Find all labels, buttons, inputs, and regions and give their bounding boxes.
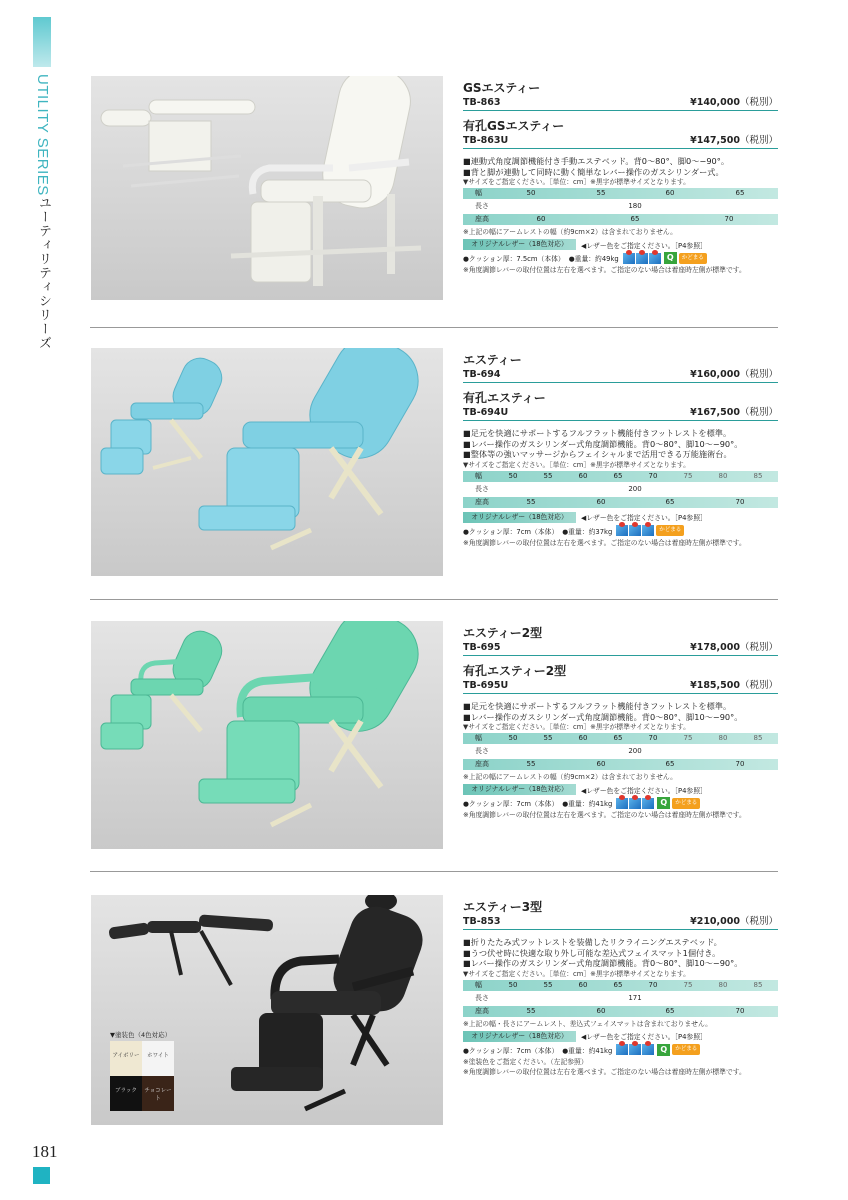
product-code-price-row (463, 915, 778, 930)
size-value: 50 (508, 980, 518, 989)
quality-icon: Q (657, 1044, 670, 1056)
product-info-esty (463, 352, 778, 548)
page-number: 181 (32, 1142, 58, 1161)
page-number-marker (33, 1167, 50, 1184)
paint-color-legend (110, 1029, 174, 1111)
section-divider (90, 599, 778, 600)
feature-line: ■折りたたみ式フットレストを装備したリクライニングエステベッド。 (463, 937, 722, 947)
feature-line: ■レバー操作のガスシリンダー式角度調節機能。背0〜80°、脚10〜−90°。 (463, 711, 743, 722)
size-value: 85 (753, 471, 763, 480)
cube-icon (629, 1044, 641, 1055)
lever-note: ※角度調節レバーの取付位置は左右を選べます。ご指定のない場合は着座時左側が標準です。 (463, 811, 746, 819)
size-value: 50 (508, 734, 518, 742)
size-row-length (463, 993, 778, 1004)
table-note: ※上記の幅・長さにアームレスト、差込式フェイスマットは含まれておりません。 (463, 1019, 712, 1028)
product-name: 有孔GSエスティー (463, 119, 565, 133)
lever-note: ※角度調節レバーの取付位置は左右を選べます。ご指定のない場合は着座時左側が標準です。 (463, 538, 746, 547)
size-value: 65 (613, 980, 623, 989)
cube-icon (616, 798, 628, 809)
size-value: 60 (665, 189, 675, 197)
size-note: ▼サイズをご指定ください。［単位：cm］※黒字が標準サイズとなります。 (463, 178, 690, 186)
size-value: 70 (735, 497, 745, 506)
delivery-cubes (616, 1044, 654, 1055)
paint-note: ※塗装色をご指定ください。（左記参照） (463, 1057, 588, 1066)
size-value: 50 (508, 471, 518, 480)
series-title-jp: ユーティリティシリーズ (36, 196, 51, 350)
size-value: 70 (648, 980, 658, 989)
weight-spec: ●重量：約41kg (562, 800, 613, 808)
leather-note: ◀レザー色をご指定ください。［P4参照］ (581, 1033, 707, 1041)
green-bed-illustration (91, 621, 443, 849)
size-table (463, 188, 778, 225)
row-label: 座高 (475, 1006, 489, 1015)
row-label: 長さ (475, 202, 489, 210)
size-table (463, 980, 778, 1017)
product-code: TB-694 (463, 369, 501, 380)
quality-icon: Q (664, 252, 677, 264)
size-value: 55 (543, 980, 553, 989)
series-title-en: UTILITY SERIES (34, 74, 51, 196)
blue-bed-illustration (91, 348, 443, 576)
size-note: ▼サイズをご指定ください。［単位：cm］※黒字が標準サイズとなります。 (463, 460, 690, 469)
cushion-spec: ●クッション厚：7cm（本体） (463, 527, 559, 536)
row-label: 座高 (475, 215, 489, 223)
size-value: 70 (724, 215, 734, 223)
size-value: 60 (536, 215, 546, 223)
row-label: 幅 (475, 734, 482, 742)
kadomaru-icon: かどまる (672, 1044, 700, 1055)
product-code-price-row (463, 96, 778, 111)
product-code-price-row (463, 641, 778, 656)
product-name: 有孔エスティー (463, 391, 546, 405)
product-code-price-row (463, 679, 778, 694)
table-note: ※上記の幅にアームレストの幅（約9cm×2）は含まれておりません。 (463, 228, 677, 236)
leather-note: ◀レザー色をご指定ください。［P4参照］ (581, 786, 707, 795)
row-label: 長さ (475, 993, 489, 1002)
size-value: 60 (578, 734, 588, 742)
product-info-esty-2 (463, 625, 778, 820)
size-value: 65 (613, 471, 623, 480)
section-divider (90, 871, 778, 872)
cube-icon (642, 525, 654, 536)
cube-icon (616, 1044, 628, 1055)
size-value: 80 (718, 980, 728, 989)
cube-icon (642, 798, 654, 809)
table-note: ※上記の幅にアームレストの幅（約9cm×2）は含まれておりません。 (463, 773, 677, 781)
feature-line: ■レバー操作のガスシリンダー式角度調節機能。背0〜80°、脚10〜−90°。 (463, 438, 743, 449)
size-row-seat-height (463, 497, 778, 508)
size-row-width (463, 980, 778, 991)
size-note: ▼サイズをご指定ください。［単位：cm］※黒字が標準サイズとなります。 (463, 723, 690, 731)
row-label: 幅 (475, 471, 482, 480)
size-value: 55 (526, 1006, 536, 1015)
leather-row (463, 239, 778, 250)
leather-note: ◀レザー色をご指定ください。［P4参照］ (581, 514, 707, 522)
product-price: ¥167,500（税別） (690, 407, 778, 418)
section-divider (90, 327, 778, 328)
size-row-seat-height (463, 759, 778, 770)
white-bed-illustration (91, 76, 443, 300)
delivery-cubes (616, 798, 654, 809)
row-label: 長さ (475, 747, 489, 755)
size-value: 60 (596, 1006, 606, 1015)
size-value: 200 (628, 484, 642, 493)
weight-spec: ●重量：約41kg (562, 1046, 613, 1055)
cushion-spec: ●クッション厚：7cm（本体） (463, 800, 559, 808)
product-photo-esty-2 (91, 621, 443, 849)
row-label: 座高 (475, 760, 489, 768)
size-table (463, 471, 778, 508)
product-code: TB-863U (463, 135, 509, 146)
paint-swatch-black: ブラック (110, 1076, 142, 1111)
product-photo-esty (91, 348, 443, 576)
product-code-price-row (463, 368, 778, 383)
feature-line: ■背と脚が連動して同時に動く簡単なレバー操作のガスシリンダー式。 (463, 166, 724, 177)
size-value: 80 (718, 734, 728, 742)
kadomaru-icon: かどまる (656, 525, 684, 536)
feature-line: ■足元を快適にサポートするフルフラット機能付きフットレストを標準。 (463, 428, 732, 438)
feature-line: ■うつ伏せ時に快適な取り外し可能な差込式フェイスマット1個付き。 (463, 947, 721, 958)
size-value: 60 (596, 760, 606, 768)
cube-icon (642, 1044, 654, 1055)
size-row-width (463, 188, 778, 199)
product-info-gs-esty (463, 80, 778, 275)
cube-icon (616, 525, 628, 536)
paint-swatch-white: ホワイト (142, 1041, 174, 1076)
leather-note: ◀レザー色をご指定ください。［P4参照］ (581, 241, 707, 250)
spec-row (463, 1043, 778, 1057)
product-code: TB-695 (463, 642, 501, 653)
size-table (463, 733, 778, 770)
size-value: 75 (683, 734, 693, 742)
row-label: 長さ (475, 484, 489, 493)
size-value: 65 (665, 760, 675, 768)
size-value: 75 (683, 980, 693, 989)
feature-line: ■整体等の強いマッサージからフェイシャルまで活用できる万能施術台。 (463, 449, 732, 459)
paint-legend-title: ▼塗装色（4色対応） (110, 1031, 172, 1039)
size-value: 70 (735, 1006, 745, 1015)
size-value: 75 (683, 471, 693, 480)
cushion-spec: ●クッション厚：7.5cm（本体） (463, 255, 565, 263)
size-value: 50 (526, 189, 536, 197)
size-value: 55 (543, 734, 553, 742)
cube-icon (636, 253, 648, 264)
product-name: エスティー3型 (463, 900, 543, 914)
size-value: 55 (596, 189, 606, 197)
leather-badge: オリジナルレザー（18色対応） (463, 512, 576, 523)
feature-line: ■足元を快適にサポートするフルフラット機能付きフットレストを標準。 (463, 701, 732, 711)
size-value: 85 (753, 980, 763, 989)
size-note: ▼サイズをご指定ください。［単位：cm］※黒字が標準サイズとなります。 (463, 969, 690, 978)
product-code: TB-853 (463, 916, 501, 927)
row-label: 座高 (475, 497, 489, 506)
row-label: 幅 (475, 189, 482, 197)
product-name: エスティー2型 (463, 626, 543, 640)
size-value: 200 (628, 747, 642, 755)
leather-row (463, 784, 778, 795)
spec-row (463, 796, 778, 810)
size-value: 60 (596, 497, 606, 506)
leather-row (463, 512, 778, 523)
size-value: 60 (578, 471, 588, 480)
size-value: 55 (526, 497, 536, 506)
product-code: TB-863 (463, 97, 501, 108)
product-name: エスティー (463, 353, 522, 367)
spec-row (463, 524, 778, 538)
product-price: ¥210,000（税別） (690, 916, 778, 927)
cube-icon (649, 253, 661, 264)
delivery-cubes (623, 253, 661, 264)
row-label: 幅 (475, 980, 482, 989)
size-value: 55 (526, 760, 536, 768)
product-price: ¥160,000（税別） (690, 369, 778, 380)
size-value: 65 (613, 734, 623, 742)
leather-badge: オリジナルレザー（18色対応） (463, 239, 576, 250)
size-row-seat-height (463, 1006, 778, 1017)
product-name: 有孔エスティー2型 (463, 664, 567, 678)
size-value: 65 (665, 1006, 675, 1015)
product-code-price-row (463, 134, 778, 149)
paint-swatch-chocolate: チョコレート (142, 1076, 174, 1111)
kadomaru-icon: かどまる (679, 253, 707, 264)
size-value: 70 (648, 471, 658, 480)
product-code: TB-695U (463, 680, 509, 691)
kadomaru-icon: かどまる (672, 798, 700, 809)
paint-swatch-ivory: アイボリー (110, 1041, 142, 1076)
cube-icon (629, 798, 641, 809)
size-value: 70 (735, 760, 745, 768)
cube-icon (623, 253, 635, 264)
size-row-seat-height (463, 214, 778, 225)
size-value: 65 (665, 497, 675, 506)
product-price: ¥140,000（税別） (690, 97, 778, 108)
product-code-price-row (463, 406, 778, 421)
size-row-width (463, 471, 778, 482)
cube-icon (629, 525, 641, 536)
weight-spec: ●重量：約49kg (568, 255, 619, 263)
lever-note: ※角度調節レバーの取付位置は左右を選べます。ご指定のない場合は着座時左側が標準です。 (463, 1067, 746, 1076)
product-photo-gs-esty (91, 76, 443, 300)
sidebar-accent-bar (33, 17, 51, 67)
size-row-length (463, 746, 778, 757)
size-value: 171 (628, 993, 642, 1002)
lever-note: ※角度調節レバーの取付位置は左右を選べます。ご指定のない場合は着座時左側が標準です。 (463, 266, 746, 274)
size-value: 65 (735, 189, 745, 197)
product-price: ¥185,500（税別） (690, 680, 778, 691)
cushion-spec: ●クッション厚：7cm（本体） (463, 1046, 559, 1055)
size-row-length (463, 201, 778, 212)
product-price: ¥147,500（税別） (690, 135, 778, 146)
product-info-esty-3 (463, 899, 778, 1077)
size-row-length (463, 484, 778, 495)
size-value: 65 (630, 215, 640, 223)
leather-row (463, 1031, 778, 1042)
spec-row (463, 251, 778, 265)
product-code: TB-694U (463, 407, 509, 418)
leather-badge: オリジナルレザー（18色対応） (463, 784, 576, 795)
product-price: ¥178,000（税別） (690, 642, 778, 653)
quality-icon: Q (657, 797, 670, 809)
size-value: 60 (578, 980, 588, 989)
size-value: 70 (648, 734, 658, 742)
size-row-width (463, 733, 778, 744)
size-value: 85 (753, 734, 763, 742)
feature-line: ■レバー操作のガスシリンダー式角度調節機能。背0〜80°、脚10〜−90°。 (463, 958, 743, 968)
feature-line: ■連動式角度調節機能付き手動エステベッド。背0〜80°、脚0〜−90°。 (463, 156, 730, 166)
product-name: GSエスティー (463, 81, 541, 95)
size-value: 180 (628, 202, 642, 210)
size-value: 55 (543, 471, 553, 480)
size-value: 80 (718, 471, 728, 480)
weight-spec: ●重量：約37kg (562, 527, 613, 536)
delivery-cubes (616, 525, 654, 536)
leather-badge: オリジナルレザー（18色対応） (463, 1031, 576, 1042)
